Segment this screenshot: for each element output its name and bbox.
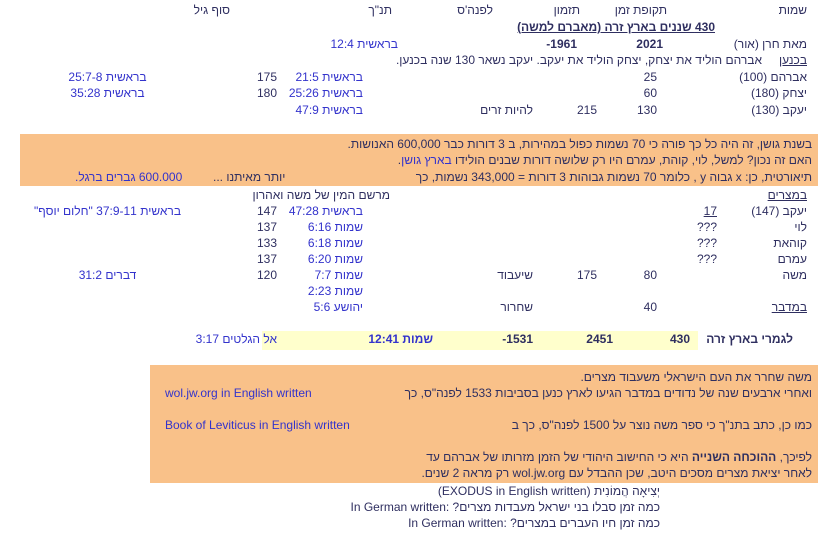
haran-year-bce: -1961 — [546, 37, 577, 51]
footer-question-2-hebrew: כמה זמן חיו העברים במצרים? — [510, 516, 660, 530]
levi-name: לוי — [794, 220, 807, 234]
kohath-name: קוהאת — [773, 236, 807, 250]
row-haran — [0, 37, 840, 54]
levi-tanakh-ref[interactable]: שמות 6:16 — [307, 220, 363, 234]
goshen-land-link[interactable]: בארץ גושן — [401, 153, 452, 167]
row-moses — [0, 268, 840, 285]
footer-question-1 — [351, 500, 661, 515]
isaac-name: יצחק (180) — [751, 86, 807, 100]
footer-question-2-english: In German written: — [408, 516, 507, 530]
row-levi — [0, 220, 840, 237]
total-bce: -1531 — [502, 332, 533, 346]
footer-question-1-english: In German written: — [350, 500, 450, 514]
egypt-section-label: במצרים — [767, 188, 807, 202]
total-label: לגמרי בארץ זרה — [706, 332, 793, 346]
amram-end-age: 137 — [256, 252, 277, 266]
col-header-bce: לפנה'ס — [457, 3, 493, 17]
kohath-period-unknown: ??? — [696, 236, 717, 250]
col-header-period: תקופת זמן — [614, 3, 667, 17]
jacob2-dream-ref[interactable]: בראשית 37:9-11 "חלום יוסף" — [33, 204, 182, 218]
abraham-death-ref[interactable]: בראשית 25:7-8 — [68, 70, 147, 84]
conclusion-line-5: לאחר יציאת מצרים מסכים היטב, שכן ההבדל עם wol.jw.org רק מראה 2 שנים. — [421, 466, 812, 480]
footer-exodus-hebrew: יְצִיאָה הֲמוֹנִית — [593, 484, 660, 498]
moses-tanakh-ref[interactable]: שמות 7:7 — [314, 268, 363, 282]
goshen-line-1: בשנת גושן, זה היה כל כך פורה כי 70 נשמות כפול במהירות, ב 3 דורות כבר 600,000 האנושות. — [347, 137, 812, 151]
second-proof-emphasis: ההוכחה השנייה — [691, 450, 777, 464]
conclusion-line-3: כמו כן, כתב בתנ"ך כי ספר משה נוצר על 1500 לפנה"ס, כך ב — [511, 418, 812, 432]
canaan-note: אברהם הוליד את יצחק, יצחק הוליד את יעקב. יעקב נשאר 130 שנה בכנען. — [395, 53, 762, 67]
row-canaan-section — [0, 53, 840, 70]
total-galatians-ref[interactable]: אל הגלטים 3:17 — [195, 332, 277, 346]
abraham-end-age: 175 — [256, 70, 277, 84]
haran-name: מאת חרן (אור) — [733, 37, 807, 51]
wol-jw-link[interactable]: wol.jw.org in English written — [165, 386, 312, 400]
col-header-names: שמות — [778, 3, 807, 17]
abraham-name: אברהם (100) — [739, 70, 807, 84]
total-timing: 2451 — [586, 332, 613, 346]
row-kohath — [0, 236, 840, 253]
footer-exodus-line — [438, 484, 660, 499]
leviticus-link[interactable]: Book of Leviticus in English written — [165, 418, 350, 432]
isaac-death-ref[interactable]: בראשית 35:28 — [70, 86, 145, 100]
goshen-line-3: תיאורטית, כן: x גבוה y , כלומר 70 נשמות גבוהות 3 דורות = 343,000 נשמות, כך — [415, 170, 812, 184]
abraham-period: 25 — [643, 70, 657, 84]
row-isaac — [0, 86, 840, 103]
haran-tanakh-ref[interactable]: בראשית 12:4 — [330, 37, 398, 51]
jacob2-end-age: 147 — [256, 204, 277, 218]
levi-end-age: 137 — [256, 220, 277, 234]
col-header-end-age: סוף גיל — [193, 3, 230, 17]
row-cry-ref — [0, 284, 840, 301]
isaac-tanakh-ref[interactable]: בראשית 25:26 — [288, 86, 363, 100]
isaac-period: 60 — [643, 86, 657, 100]
goshen-result-link[interactable]: 600.000 גברים ברגל. — [75, 170, 183, 184]
sheet-title: 430 שננים בארץ זרה (מאברם למשה) — [517, 20, 715, 34]
cry-tanakh-ref[interactable]: שמות 2:23 — [307, 284, 363, 298]
goshen-line-2-text: האם זה נכון? למשל, לוי, קוהת, עמרם היו רק שלושה דורות שבנים הולידו — [451, 153, 812, 167]
conclusion-line-1: משה שחרר את העם הישראלי משעבוד מצרים. — [580, 370, 812, 384]
conclusion-line-4 — [426, 450, 812, 465]
moses-note: שיעבוד — [497, 268, 533, 282]
title-row — [0, 20, 840, 37]
jacob2-name: יעקב (147) — [751, 204, 807, 218]
conclusion-line-2: ואחרי ארבעים שנה של נדודים במדבר הגיעו לארץ כנען בסביבות 1533 לפנה"ס, כך — [404, 386, 812, 400]
jacob2-period: 17 — [703, 204, 717, 218]
row-amram — [0, 252, 840, 269]
goshen-note-block — [20, 134, 818, 186]
levi-period-unknown: ??? — [696, 220, 717, 234]
amram-tanakh-ref[interactable]: שמות 6:20 — [307, 252, 363, 266]
moses-period: 80 — [643, 268, 657, 282]
conclusion-line-4-pre: לפיכך, — [776, 450, 812, 464]
jacob-timing: 215 — [576, 103, 597, 117]
row-jacob-egypt — [0, 204, 840, 221]
haran-year-am: 2021 — [636, 37, 663, 51]
row-jacob — [0, 103, 840, 120]
jacob-period: 130 — [636, 103, 657, 117]
conclusion-line-4-post: היא כי החישוב היהודי של הזמן מזרותו של אברהם עד — [426, 450, 692, 464]
footer-question-1-hebrew: כמה זמן סבלו בני ישראל מעבדות מצרים? — [452, 500, 660, 514]
row-total — [0, 332, 840, 349]
abraham-tanakh-ref[interactable]: בראשית 21:5 — [295, 70, 363, 84]
header-row — [0, 3, 840, 20]
col-header-tanakh: תנ"ך — [368, 3, 392, 17]
jacob-name: יעקב (130) — [751, 103, 807, 117]
moses-name: משה — [782, 268, 807, 282]
goshen-line-2 — [398, 153, 812, 168]
wilderness-section-label: במדבר — [771, 300, 807, 314]
moses-end-age: 120 — [256, 268, 277, 282]
moses-timing: 175 — [576, 268, 597, 282]
jacob2-tanakh-ref[interactable]: בראשית 47:28 — [288, 204, 363, 218]
row-abraham — [0, 70, 840, 87]
kohath-end-age: 133 — [256, 236, 277, 250]
amram-name: עמרם — [777, 252, 807, 266]
wilderness-period: 40 — [643, 300, 657, 314]
canaan-section-label: בכנען — [778, 53, 807, 67]
amram-period-unknown: ??? — [696, 252, 717, 266]
row-wilderness — [0, 300, 840, 317]
goshen-line-2-end: . — [397, 153, 402, 167]
row-egypt-section — [0, 188, 840, 205]
jacob-note: להיות זרים — [480, 103, 533, 117]
total-tanakh-ref[interactable]: שמות 12:41 — [368, 332, 433, 346]
conclusion-note-block — [150, 365, 818, 483]
wilderness-tanakh-ref[interactable]: יהושע 5:6 — [313, 300, 363, 314]
moses-death-ref[interactable]: דברים 31:2 — [78, 268, 137, 282]
wilderness-note: שחרור — [500, 300, 533, 314]
total-period: 430 — [669, 332, 690, 346]
kohath-tanakh-ref[interactable]: שמות 6:18 — [307, 236, 363, 250]
col-header-timing: תזמון — [553, 3, 580, 17]
footer-exodus-english: (EXODUS in English written) — [437, 484, 591, 498]
goshen-more-note: יותר מאיתנו ... — [213, 170, 286, 184]
footer-question-2 — [408, 516, 660, 531]
egypt-genealogy-note: מרשם המין של משה ואהרון — [252, 188, 390, 202]
jacob-tanakh-ref[interactable]: בראשית 47:9 — [295, 103, 363, 117]
isaac-end-age: 180 — [256, 86, 277, 100]
